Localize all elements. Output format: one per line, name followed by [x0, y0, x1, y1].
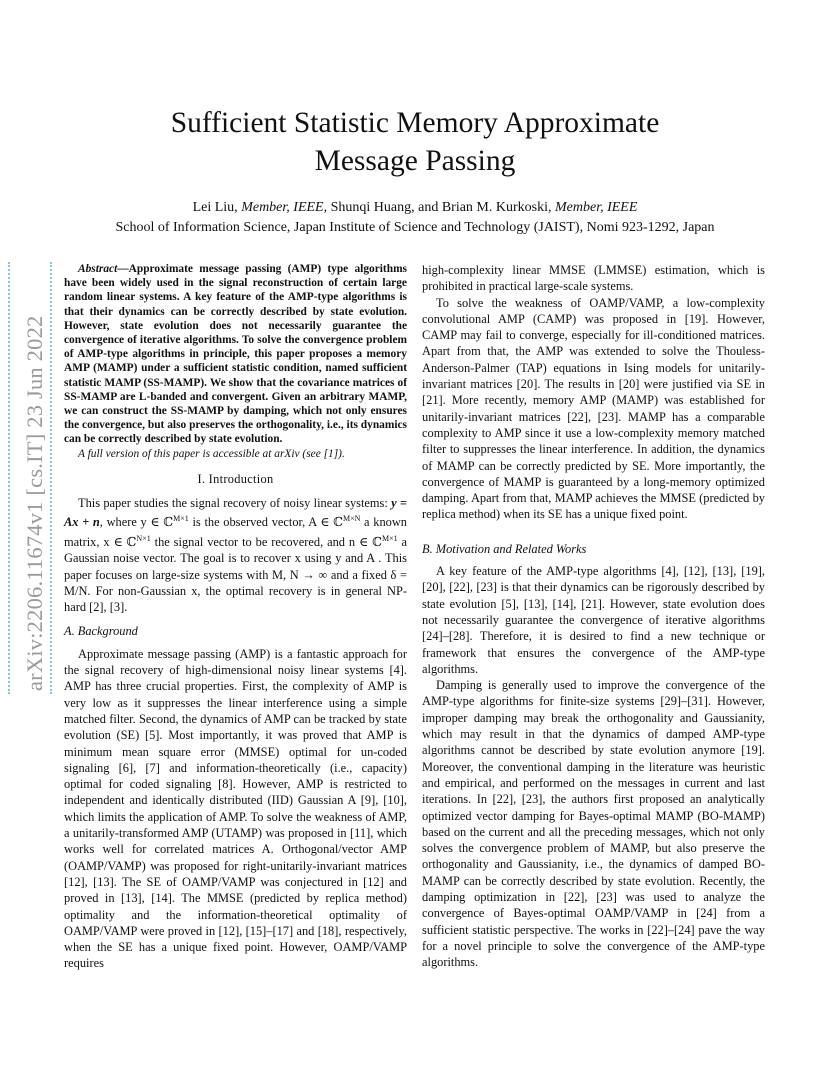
- right-paragraph-0: high-complexity linear MMSE (LMMSE) estimation, which is prohibited in practical large-scale systems.: [422, 263, 765, 294]
- right-paragraph-3: Damping is generally used to improve the convergence of the AMP-type algorithms for finite-size systems [29]–[31]. However, improper damping may break the orthogonality and Gaussianity, which may result in that the dynamics of damped AMP-type algorithms cannot be described by state evolution anymore [19]. Moreover, the conventional damping in the literature was heuristic and empirical, and performed on the messages in current and last iterations. In [22], [23], the authors first proposed an analytically optimized vector damping for Bayes-optimal MAMP (BO-MAMP) based on the current and all the preceding messages, which not only solves the convergence problem of MAMP, but also preserve the orthogonality and Gaussianity, i.e., the dynamics of damped BO-MAMP can be correctly described by state evolution. Recently, the damping optimization in [22], [23] was used to analyze the convergence of Bayes-optimal OAMP/VAMP in [24] from a sufficient statistic perspective. The works in [22]–[24] pave the way for a novel principle to solve the convergence of the AMP-type algorithms.: [422, 678, 765, 970]
- background-paragraph: Approximate message passing (AMP) is a fantastic approach for the signal recovery of high-dimensional noisy linear systems [4]. AMP has three crucial properties. First, the complexity of AMP is very low as it suppresses the linear interference using a simple matched filter. Second, the dynamics of AMP can be tracked by state evolution (SE) [5]. Most importantly, it was proved that AMP is minimum mean square error (MMSE) optimal for un-coded signaling [6], [7] and information-theoretically (i.e., capacity) optimal for coded signaling [8]. However, AMP is restricted to independent and identically distributed (IID) Gaussian A [9], [10], which limits the application of AMP. To solve the weakness of AMP, a unitarily-transformed AMP (UTAMP) was proposed in [11], which works well for correlated matrices A. Orthogonal/vector AMP (OAMP/VAMP) was proposed for right-unitarily-invariant matrices [12], [13]. The SE of OAMP/VAMP was conjectured in [12] and proved in [13], [14]. The MMSE (predicted by replica method) optimality and the information-theoretical optimality of OAMP/VAMP were proved in [12], [15]–[17] and [18], respectively, when the SE has a unique fixed point. However, OAMP/VAMP requires: [64, 646, 407, 971]
- intro-paragraph: This paper studies the signal recovery of noisy linear systems: y = Ax + n, where y ∈ ℂ$^{M\times 1}$ is the observed vector, A ∈ ℂ$^{M\times N}$ a known matrix, x ∈ ℂ$^{N\times 1}$ the signal vector to be recovered, and n ∈ ℂ$^{M\times 1}$ a Gaussian noise vector. The goal is to recover x using y and A . This paper focuses on large-size systems with M, N → ∞ and a fixed δ = M/N. For non-Gaussian x, the optimal recovery is in general NP-hard [2], [3].: [64, 496, 407, 615]
- paper-title: [90, 104, 740, 180]
- affiliation: School of Information Science, Japan Institute of Science and Technology (JAIST), Nomi 923-1292, Japan: [115, 220, 715, 235]
- abstract-label: Abstract: [78, 263, 118, 275]
- full-version-note: A full version of this paper is accessible at arXiv (see [1]).: [78, 447, 345, 460]
- left-column: [64, 262, 407, 972]
- title-line-1: Sufficient Statistic Memory Approximate: [170, 107, 660, 139]
- arxiv-identifier-text: arXiv:2206.11674v1 [cs.IT] 23 Jun 2022: [22, 315, 47, 691]
- section-heading-introduction: I. Introduction: [197, 471, 274, 486]
- author-list: Lei Liu, Member, IEEE, Shunqi Huang, and Brian M. Kurkoski, Member, IEEE: [192, 200, 638, 215]
- right-paragraph-1: To solve the weakness of OAMP/VAMP, a low-complexity convolutional AMP (CAMP) was proposed in [19]. However, CAMP may fail to converge, especially for ill-conditioned matrices. Apart from that, the AMP was extended to solve the Thouless-Anderson-Palmer (TAP) equations in Ising models for unitarily-invariant matrices [20]. The results in [20] were justified via SE in [21]. More recently, memory AMP (MAMP) was established for unitarily-invariant matrices [22], [23]. MAMP has a comparable complexity to AMP since it use a low-complexity memory matched filter to suppresses the linear interference. In addition, the dynamics of MAMP can be correctly predicted by SE. More importantly, the convergence of MAMP is guaranteed by a long-memory optimized damping. Apart from that, MAMP achieves the MMSE (predicted by replica method) when its SE has a unique fixed point.: [422, 295, 765, 522]
- subsection-heading-motivation: B. Motivation and Related Works: [422, 541, 587, 556]
- subsection-heading-background: A. Background: [64, 624, 138, 639]
- abstract: [64, 262, 407, 447]
- abstract-text: —Approximate message passing (AMP) type algorithms have been widely used in the signal reconstruction of certain large random linear systems. A key feature of the AMP-type algorithms is that their dynamics can be correctly described by state evolution. However, state evolution does not necessarily guarantee the convergence of iterative algorithms. To solve the convergence problem of AMP-type algorithms in principle, this paper proposes a memory AMP (MAMP) under a sufficient statistic condition, named sufficient statistic MAMP (SS-MAMP). We show that the covariance matrices of SS-MAMP are L-banded and convergent. Given an arbitrary MAMP, we can construct the SS-MAMP by damping, which not only ensures the convergence, but also preserves the orthogonality, i.e., its dynamics can be correctly described by state evolution.: [64, 263, 407, 446]
- right-paragraph-2: A key feature of the AMP-type algorithms [4], [12], [13], [19], [20], [22], [23] is that their dynamics can be rigorously described by state evolution [5], [13], [14], [21]. However, state evolution does not necessarily guarantee the convergence of iterative algorithms [24]–[28]. Therefore, it is desired to find a new technique or framework that ensures the convergence of the AMP-type algorithms.: [422, 564, 765, 676]
- title-line-2: Message Passing: [314, 145, 516, 177]
- right-column: [422, 262, 765, 970]
